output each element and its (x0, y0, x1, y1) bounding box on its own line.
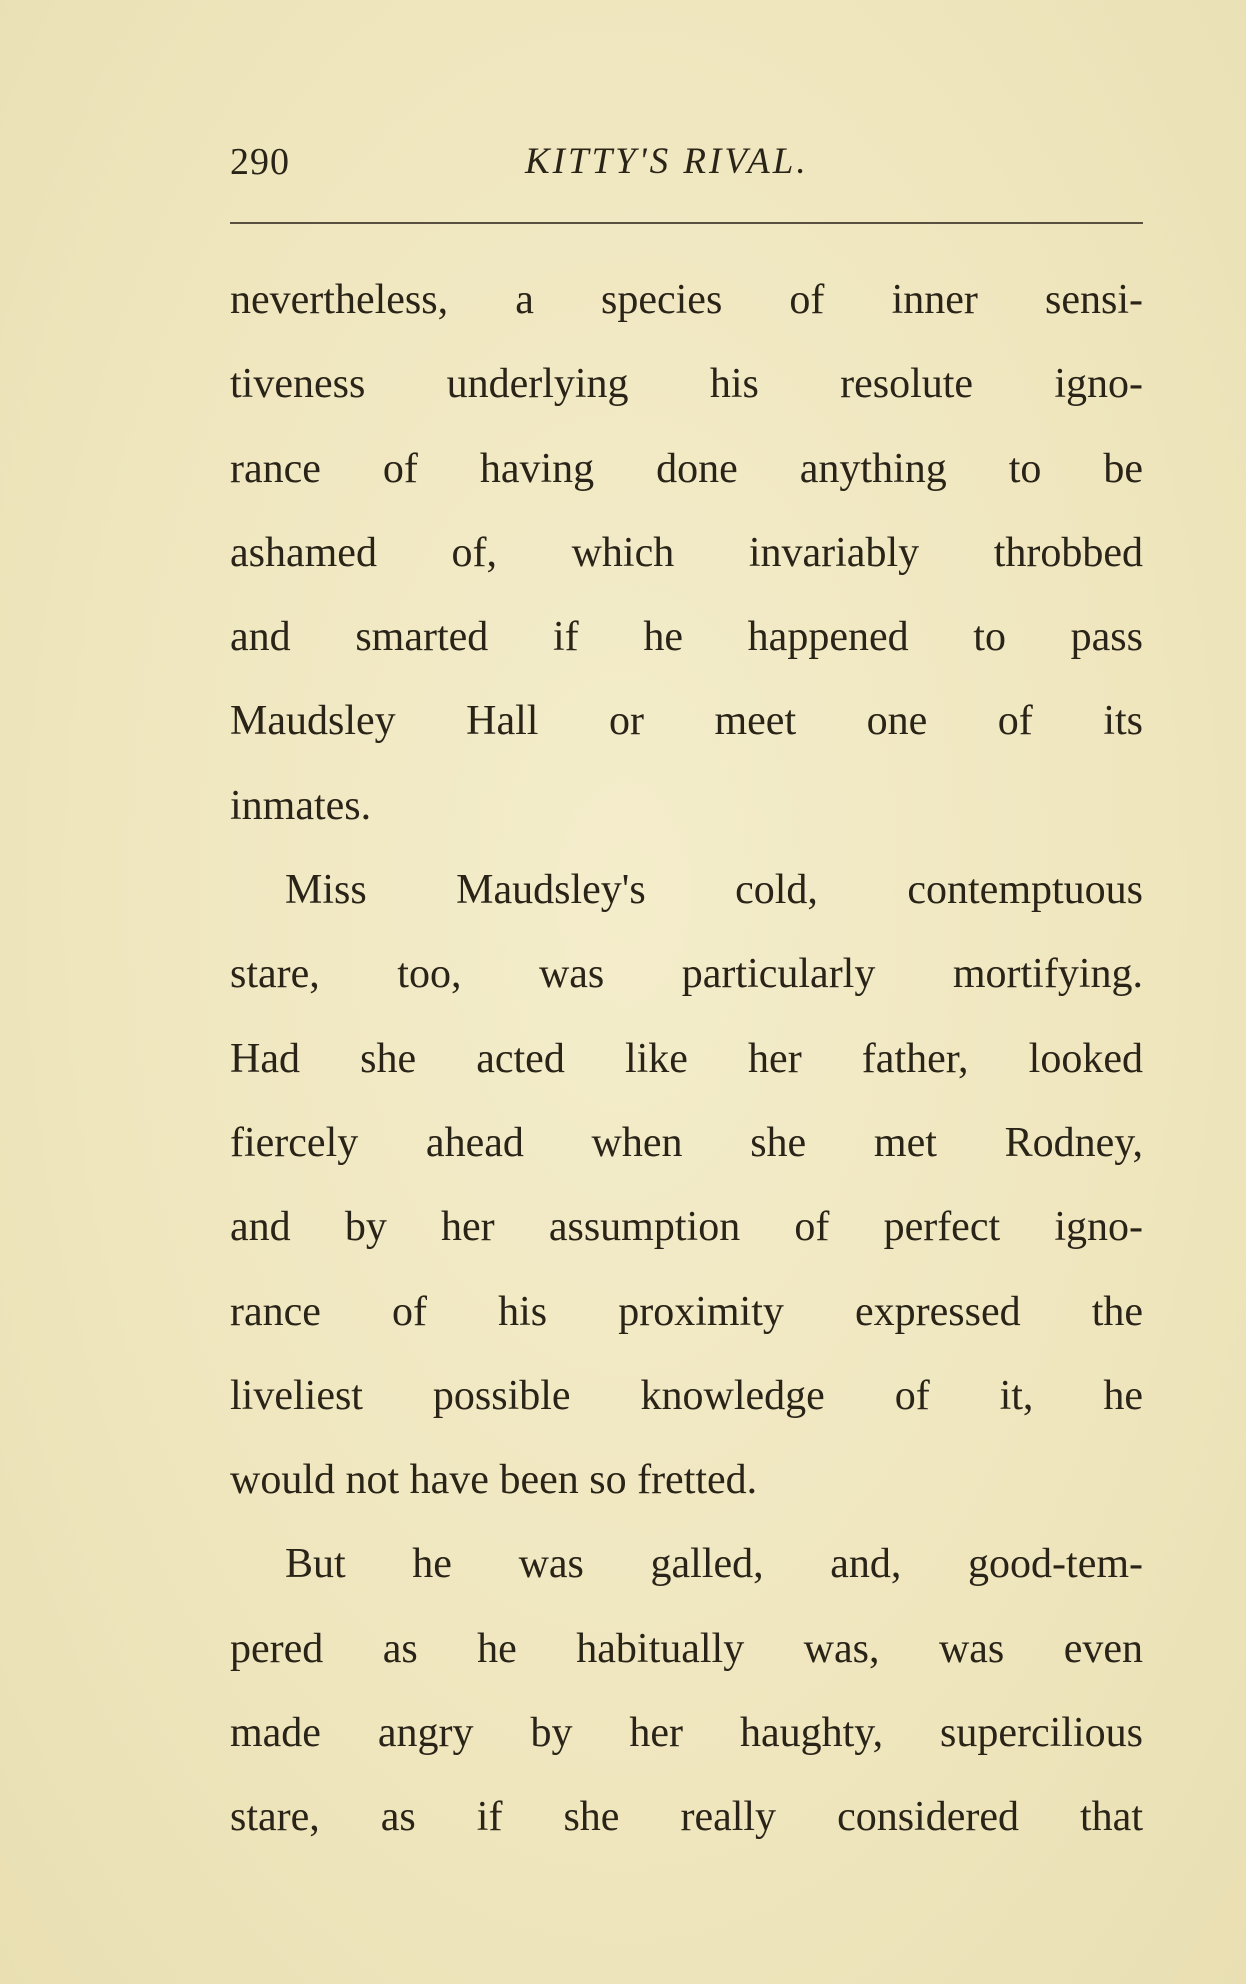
running-head (230, 140, 1143, 200)
header-rule (230, 222, 1143, 224)
text-line: Had she acted like her father, looked (230, 1035, 1143, 1082)
text-line: tiveness underlying his resolute igno- (230, 361, 1143, 408)
text-line: nevertheless, a species of inner sensi- (230, 277, 1143, 323)
running-title: KITTY'S RIVAL. (525, 141, 809, 182)
page-number: 290 (230, 141, 290, 183)
text-line: and by her assumption of perfect igno- (230, 1204, 1143, 1251)
text-line: liveliest possible knowledge of it, he (230, 1372, 1143, 1419)
text-line: But he was galled, and, good-tem- (285, 1541, 1143, 1588)
text-line: pered as he habitually was, was even (230, 1625, 1143, 1672)
body-text (230, 258, 1143, 1860)
text-line: rance of his proximity expressed the (230, 1288, 1143, 1335)
text-line: ashamed of, which invariably throbbed (230, 529, 1143, 576)
text-line: stare, as if she really considered that (230, 1794, 1143, 1841)
text-line: rance of having done anything to be (230, 445, 1143, 492)
text-line: would not have been so fretted. (230, 1457, 758, 1504)
text-line: fiercely ahead when she met Rodney, (230, 1119, 1143, 1166)
text-line: and smarted if he happened to pass (230, 614, 1143, 661)
text-line: inmates. (230, 782, 372, 829)
text-line: Maudsley Hall or meet one of its (230, 698, 1143, 745)
text-line: stare, too, was particularly mortifying. (230, 951, 1143, 998)
text-line: made angry by her haughty, supercilious (230, 1710, 1143, 1757)
text-line: Miss Maudsley's cold, contemptuous (285, 867, 1143, 914)
